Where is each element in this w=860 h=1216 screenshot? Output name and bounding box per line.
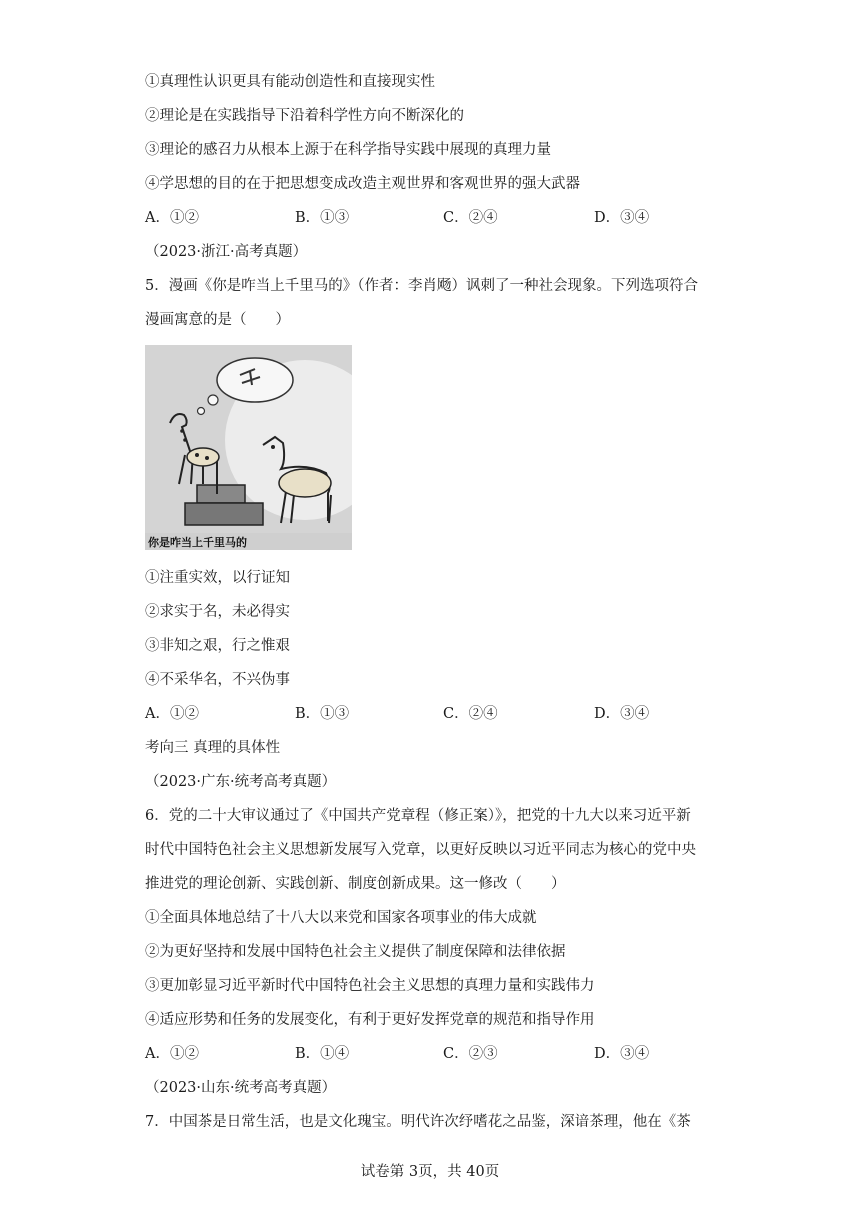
q6-stem-line-3: 推进党的理论创新、实践创新、制度创新成果。这一修改（ ） [145,876,566,892]
option-c: C．②④ [443,706,498,722]
cartoon-image [145,345,352,550]
q5-statement-2: ②求实于名，未必得实 [145,604,290,620]
option-a: A．①② [145,210,199,226]
q6-statement-1: ①全面具体地总结了十八大以来党和国家各项事业的伟大成就 [145,910,537,926]
q4-statement-3: ③理论的感召力从根本上源于在科学指导实践中展现的真理力量 [145,142,551,158]
q5-source: （2023·浙江·高考真题） [145,244,308,260]
option-c: C．②③ [443,1046,498,1062]
q5-stem-line-2: 漫画寓意的是（ ） [145,312,290,328]
cartoon-caption: 你是咋当上千里马的 [148,536,247,549]
q4-statement-2: ②理论是在实践指导下沿着科学性方向不断深化的 [145,108,464,124]
option-b: B．①③ [295,706,350,722]
q6-stem-line-1: 6．党的二十大审议通过了《中国共产党章程（修正案）》，把党的十九大以来习近平新 [145,808,691,824]
q7-source: （2023·山东·统考高考真题） [145,1080,337,1096]
q5-statement-3: ③非知之艰，行之惟艰 [145,638,290,654]
section-title: 考向三 真理的具体性 [145,740,281,756]
option-d: D．③④ [594,706,650,722]
option-b: B．①③ [295,210,350,226]
q6-source: （2023·广东·统考高考真题） [145,774,337,790]
q4-options [145,208,725,228]
page-footer: 试卷第 3页，共 40页 [360,1164,500,1180]
q5-statement-1: ①注重实效，以行证知 [145,570,290,586]
q5-options [145,704,725,724]
q5-statement-4: ④不采华名，不兴伪事 [145,672,290,688]
option-a: A．①② [145,706,199,722]
q7-stem-line-1: 7．中国茶是日常生活，也是文化瑰宝。明代许次纾嗜花之品鉴，深谙茶理，他在《茶 [145,1114,691,1130]
option-d: D．③④ [594,1046,650,1062]
q6-options [145,1044,725,1064]
q6-statement-3: ③更加彰显习近平新时代中国特色社会主义思想的真理力量和实践伟力 [145,978,595,994]
option-a: A．①② [145,1046,199,1062]
option-b: B．①④ [295,1046,350,1062]
q5-stem-line-1: 5．漫画《你是咋当上千里马的》（作者：李肖飏）讽刺了一种社会现象。下列选项符合 [145,278,698,294]
option-c: C．②④ [443,210,498,226]
q4-statement-4: ④学思想的目的在于把思想变成改造主观世界和客观世界的强大武器 [145,176,580,192]
q6-statement-4: ④适应形势和任务的发展变化，有利于更好发挥党章的规范和指导作用 [145,1012,595,1028]
q4-statement-1: ①真理性认识更具有能动创造性和直接现实性 [145,74,435,90]
q6-statement-2: ②为更好坚持和发展中国特色社会主义提供了制度保障和法律依据 [145,944,566,960]
q6-stem-line-2: 时代中国特色社会主义思想新发展写入党章，以更好反映以习近平同志为核心的党中央 [145,842,696,858]
option-d: D．③④ [594,210,650,226]
